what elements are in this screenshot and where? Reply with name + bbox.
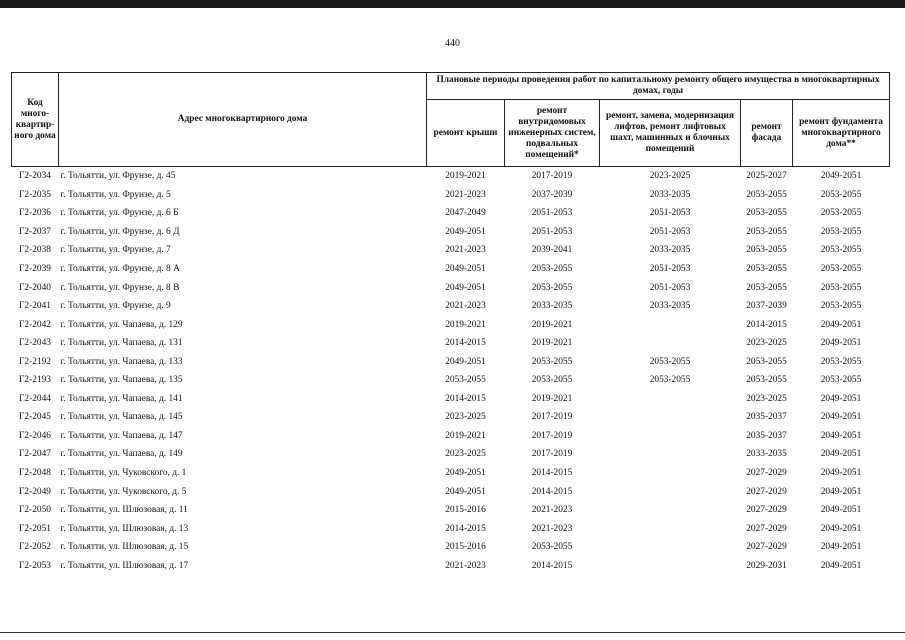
table-row xyxy=(12,223,890,242)
cell-elevator-period xyxy=(600,556,741,575)
cell-roof-period: 2015-2016 xyxy=(445,542,486,553)
cell-house-code: Г2-2192 xyxy=(19,356,51,367)
table-row xyxy=(12,408,890,427)
cell-house-code: Г2-2037 xyxy=(19,226,51,237)
cell-elevator-period xyxy=(600,445,741,464)
cell-systems-period: 2021-2023 xyxy=(531,523,573,534)
cell-systems-period: 2037-2039 xyxy=(531,189,573,200)
cell-facade-period: 2053-2055 xyxy=(746,282,787,293)
cell-house-code: Г2-2193 xyxy=(19,375,51,386)
cell-address: г. Тольятти, ул. Шлюзовая, д. 13 xyxy=(60,523,189,534)
table-row xyxy=(12,186,890,205)
cell-roof-period: 2023-2025 xyxy=(445,449,486,460)
table-body xyxy=(12,167,890,576)
cell-elevator-period xyxy=(600,519,741,538)
cell-systems-period: 2019-2021 xyxy=(531,319,573,330)
cell-elevator-period xyxy=(600,482,741,501)
cell-house-code: Г2-2036 xyxy=(19,208,51,219)
cell-elevator-period xyxy=(600,408,741,427)
cell-address: г. Тольятти, ул. Фрунзе, д. 8 В xyxy=(60,282,180,293)
cell-systems-period: 2051-2053 xyxy=(531,226,573,237)
scan-bottom-edge xyxy=(0,632,905,633)
cell-roof-period: 2014-2015 xyxy=(445,523,486,534)
cell-address: г. Тольятти, ул. Чапаева, д. 129 xyxy=(60,319,183,330)
table-row xyxy=(12,278,890,297)
cell-foundation-period: 2049-2051 xyxy=(820,412,862,423)
cell-systems-period: 2014-2015 xyxy=(531,560,573,571)
cell-facade-period: 2037-2039 xyxy=(746,301,787,312)
scan-top-border xyxy=(0,0,905,8)
cell-address: г. Тольятти, ул. Чапаева, д. 141 xyxy=(60,393,183,404)
table-row xyxy=(12,427,890,446)
cell-facade-period: 2035-2037 xyxy=(746,430,787,441)
cell-foundation-period: 2049-2051 xyxy=(820,449,862,460)
cell-elevator-period: 2033-2035 xyxy=(649,245,691,256)
cell-foundation-period: 2049-2051 xyxy=(820,523,862,534)
cell-foundation-period: 2053-2055 xyxy=(820,208,862,219)
cell-address: г. Тольятти, ул. Фрунзе, д. 8 А xyxy=(60,264,180,274)
cell-elevator-period xyxy=(600,427,741,446)
cell-roof-period: 2047-2049 xyxy=(445,208,486,219)
cell-elevator-period: 2051-2053 xyxy=(649,208,691,219)
cell-roof-period: 2049-2051 xyxy=(445,282,486,293)
cell-systems-period: 2017-2019 xyxy=(531,412,573,423)
cell-house-code: Г2-2048 xyxy=(19,468,51,479)
cell-foundation-period: 2049-2051 xyxy=(820,505,862,516)
cell-foundation-period: 2053-2055 xyxy=(820,189,862,200)
cell-roof-period: 2049-2051 xyxy=(445,264,486,274)
cell-systems-period: 2039-2041 xyxy=(531,245,573,256)
cell-house-code: Г2-2043 xyxy=(19,338,51,349)
cell-elevator-period xyxy=(600,464,741,483)
table-row xyxy=(12,204,890,223)
cell-foundation-period: 2053-2055 xyxy=(820,301,862,312)
cell-roof-period: 2014-2015 xyxy=(445,393,486,404)
cell-elevator-period: 2023-2025 xyxy=(649,171,691,182)
cell-roof-period: 2053-2055 xyxy=(445,375,486,386)
cell-address: г. Тольятти, ул. Фрунзе, д. 5 xyxy=(60,189,171,200)
table-row xyxy=(12,297,890,316)
table-row xyxy=(12,519,890,538)
cell-house-code: Г2-2050 xyxy=(19,505,51,516)
cell-foundation-period: 2049-2051 xyxy=(820,468,862,479)
cell-systems-period: 2014-2015 xyxy=(531,486,573,497)
cell-facade-period: 2035-2037 xyxy=(746,412,787,423)
cell-roof-period: 2021-2023 xyxy=(445,301,486,312)
cell-address: г. Тольятти, ул. Фрунзе, д. 6 Д xyxy=(60,226,180,237)
cell-address: г. Тольятти, ул. Чапаева, д. 145 xyxy=(60,412,183,423)
cell-foundation-period: 2049-2051 xyxy=(820,338,862,349)
cell-foundation-period: 2053-2055 xyxy=(820,375,862,386)
cell-house-code: Г2-2047 xyxy=(19,449,51,460)
cell-facade-period: 2023-2025 xyxy=(746,338,787,349)
cell-house-code: Г2-2041 xyxy=(19,301,51,312)
cell-address: г. Тольятти, ул. Чапаева, д. 135 xyxy=(60,375,183,386)
cell-facade-period: 2027-2029 xyxy=(746,468,787,479)
cell-systems-period: 2053-2055 xyxy=(531,542,573,553)
cell-facade-period: 2053-2055 xyxy=(746,245,787,256)
cell-house-code: Г2-2040 xyxy=(19,282,51,293)
cell-foundation-period: 2049-2051 xyxy=(820,393,862,404)
table-row xyxy=(12,315,890,334)
cell-roof-period: 2023-2025 xyxy=(445,412,486,423)
cell-address: г. Тольятти, ул. Чуковского, д. 1 xyxy=(60,468,187,479)
cell-house-code: Г2-2044 xyxy=(19,393,51,404)
cell-facade-period: 2027-2029 xyxy=(746,486,787,497)
header-facade-repair: ремонт фасада xyxy=(741,100,793,167)
table-row xyxy=(12,538,890,557)
header-foundation-repair: ремонт фундамента многоквартирного дома** xyxy=(793,100,890,167)
cell-foundation-period: 2053-2055 xyxy=(820,245,862,256)
cell-house-code: Г2-2035 xyxy=(19,189,51,200)
cell-roof-period: 2019-2021 xyxy=(445,319,486,330)
cell-systems-period: 2019-2021 xyxy=(531,338,573,349)
cell-roof-period: 2049-2051 xyxy=(445,226,486,237)
cell-elevator-period: 2053-2055 xyxy=(649,375,691,386)
cell-facade-period: 2029-2031 xyxy=(746,560,787,571)
cell-systems-period: 2017-2019 xyxy=(531,449,573,460)
cell-systems-period: 2014-2015 xyxy=(531,468,573,479)
cell-roof-period: 2014-2015 xyxy=(445,338,486,349)
cell-address: г. Тольятти, ул. Фрунзе, д. 9 xyxy=(60,301,171,312)
cell-elevator-period xyxy=(600,501,741,520)
cell-house-code: Г2-2051 xyxy=(19,523,51,534)
cell-systems-period: 2017-2019 xyxy=(531,430,573,441)
cell-foundation-period: 2053-2055 xyxy=(820,282,862,293)
cell-house-code: Г2-2034 xyxy=(19,171,51,182)
table-row xyxy=(12,390,890,409)
cell-roof-period: 2049-2051 xyxy=(445,486,486,497)
cell-facade-period: 2053-2055 xyxy=(746,356,787,367)
cell-facade-period: 2027-2029 xyxy=(746,505,787,516)
cell-facade-period: 2027-2029 xyxy=(746,523,787,534)
cell-systems-period: 2053-2055 xyxy=(531,264,573,274)
cell-elevator-period: 2033-2035 xyxy=(649,189,691,200)
cell-systems-period: 2051-2053 xyxy=(531,208,573,219)
cell-roof-period: 2021-2023 xyxy=(445,189,486,200)
header-elevator-repair: ремонт, замена, модернизация лифтов, ремонт лифтовых шахт, машинных и блочных помещений xyxy=(600,100,741,167)
cell-systems-period: 2053-2055 xyxy=(531,282,573,293)
header-house-code: Код много-квартир-ного дома xyxy=(12,73,59,167)
cell-foundation-period: 2049-2051 xyxy=(820,319,862,330)
cell-address: г. Тольятти, ул. Шлюзовая, д. 11 xyxy=(60,505,188,516)
table-row xyxy=(12,352,890,371)
cell-roof-period: 2049-2051 xyxy=(445,356,486,367)
cell-elevator-period: 2033-2035 xyxy=(649,301,691,312)
table-row xyxy=(12,260,890,279)
cell-systems-period: 2017-2019 xyxy=(531,171,573,182)
cell-house-code: Г2-2053 xyxy=(19,560,51,571)
table-row xyxy=(12,445,890,464)
cell-elevator-period xyxy=(600,390,741,409)
cell-facade-period: 2053-2055 xyxy=(746,226,787,237)
table-row xyxy=(12,334,890,353)
cell-house-code: Г2-2052 xyxy=(19,542,51,553)
cell-house-code: Г2-2046 xyxy=(19,430,51,441)
cell-foundation-period: 2049-2051 xyxy=(820,430,862,441)
capital-repair-schedule-table xyxy=(11,72,890,575)
cell-address: г. Тольятти, ул. Чапаева, д. 133 xyxy=(60,356,183,367)
cell-foundation-period: 2053-2055 xyxy=(820,264,862,274)
cell-house-code: Г2-2039 xyxy=(19,264,51,274)
table-row xyxy=(12,167,890,186)
cell-roof-period: 2049-2051 xyxy=(445,468,486,479)
cell-house-code: Г2-2049 xyxy=(19,486,51,497)
cell-roof-period: 2019-2021 xyxy=(445,171,486,182)
cell-house-code: Г2-2038 xyxy=(19,245,51,256)
cell-systems-period: 2019-2021 xyxy=(531,393,573,404)
cell-facade-period: 2014-2015 xyxy=(746,319,787,330)
cell-elevator-period xyxy=(600,315,741,334)
cell-address: г. Тольятти, ул. Шлюзовая, д. 15 xyxy=(60,542,189,553)
page-number: 440 xyxy=(445,38,460,49)
cell-systems-period: 2053-2055 xyxy=(531,375,573,386)
table-row xyxy=(12,556,890,575)
table-row xyxy=(12,464,890,483)
cell-facade-period: 2053-2055 xyxy=(746,189,787,200)
cell-elevator-period: 2053-2055 xyxy=(649,356,691,367)
cell-facade-period: 2033-2035 xyxy=(746,449,787,460)
header-systems-repair: ремонт внутридомовых инженерных систем, подвальных помещений* xyxy=(505,100,600,167)
cell-systems-period: 2053-2055 xyxy=(531,356,573,367)
cell-roof-period: 2021-2023 xyxy=(445,560,486,571)
cell-foundation-period: 2049-2051 xyxy=(820,560,862,571)
cell-elevator-period xyxy=(600,334,741,353)
cell-facade-period: 2027-2029 xyxy=(746,542,787,553)
cell-roof-period: 2021-2023 xyxy=(445,245,486,256)
cell-systems-period: 2021-2023 xyxy=(531,505,573,516)
table-row xyxy=(12,482,890,501)
cell-facade-period: 2053-2055 xyxy=(746,208,787,219)
cell-address: г. Тольятти, ул. Чуковского, д. 5 xyxy=(60,486,187,497)
cell-address: г. Тольятти, ул. Фрунзе, д. 6 Б xyxy=(60,208,179,219)
cell-address: г. Тольятти, ул. Фрунзе, д. 45 xyxy=(60,171,176,182)
table-row xyxy=(12,371,890,390)
cell-house-code: Г2-2045 xyxy=(19,412,51,423)
cell-foundation-period: 2049-2051 xyxy=(820,486,862,497)
cell-address: г. Тольятти, ул. Фрунзе, д. 7 xyxy=(60,245,171,256)
cell-elevator-period: 2051-2053 xyxy=(649,282,691,293)
cell-facade-period: 2053-2055 xyxy=(746,264,787,274)
cell-address: г. Тольятти, ул. Чапаева, д. 149 xyxy=(60,449,183,460)
table-row xyxy=(12,241,890,260)
header-address: Адрес многоквартирного дома xyxy=(59,73,427,167)
cell-foundation-period: 2049-2051 xyxy=(820,542,862,553)
cell-systems-period: 2033-2035 xyxy=(531,301,573,312)
header-roof-repair: ремонт крыши xyxy=(427,100,505,167)
cell-elevator-period xyxy=(600,538,741,557)
cell-foundation-period: 2049-2051 xyxy=(820,171,862,182)
cell-address: г. Тольятти, ул. Шлюзовая, д. 17 xyxy=(60,560,189,571)
table-row xyxy=(12,501,890,520)
cell-address: г. Тольятти, ул. Чапаева, д. 131 xyxy=(60,338,183,349)
cell-roof-period: 2015-2016 xyxy=(445,505,486,516)
cell-house-code: Г2-2042 xyxy=(19,319,51,330)
cell-elevator-period: 2051-2053 xyxy=(649,226,691,237)
header-planned-periods: Плановые периоды проведения работ по капитальному ремонту общего имущества в многоквартирных домах, годы xyxy=(427,73,890,100)
cell-facade-period: 2023-2025 xyxy=(746,393,787,404)
cell-foundation-period: 2053-2055 xyxy=(820,356,862,367)
cell-address: г. Тольятти, ул. Чапаева, д. 147 xyxy=(60,430,183,441)
cell-facade-period: 2025-2027 xyxy=(746,171,787,182)
cell-elevator-period: 2051-2053 xyxy=(649,264,691,274)
cell-foundation-period: 2053-2055 xyxy=(820,226,862,237)
cell-facade-period: 2053-2055 xyxy=(746,375,787,386)
cell-roof-period: 2019-2021 xyxy=(445,430,486,441)
